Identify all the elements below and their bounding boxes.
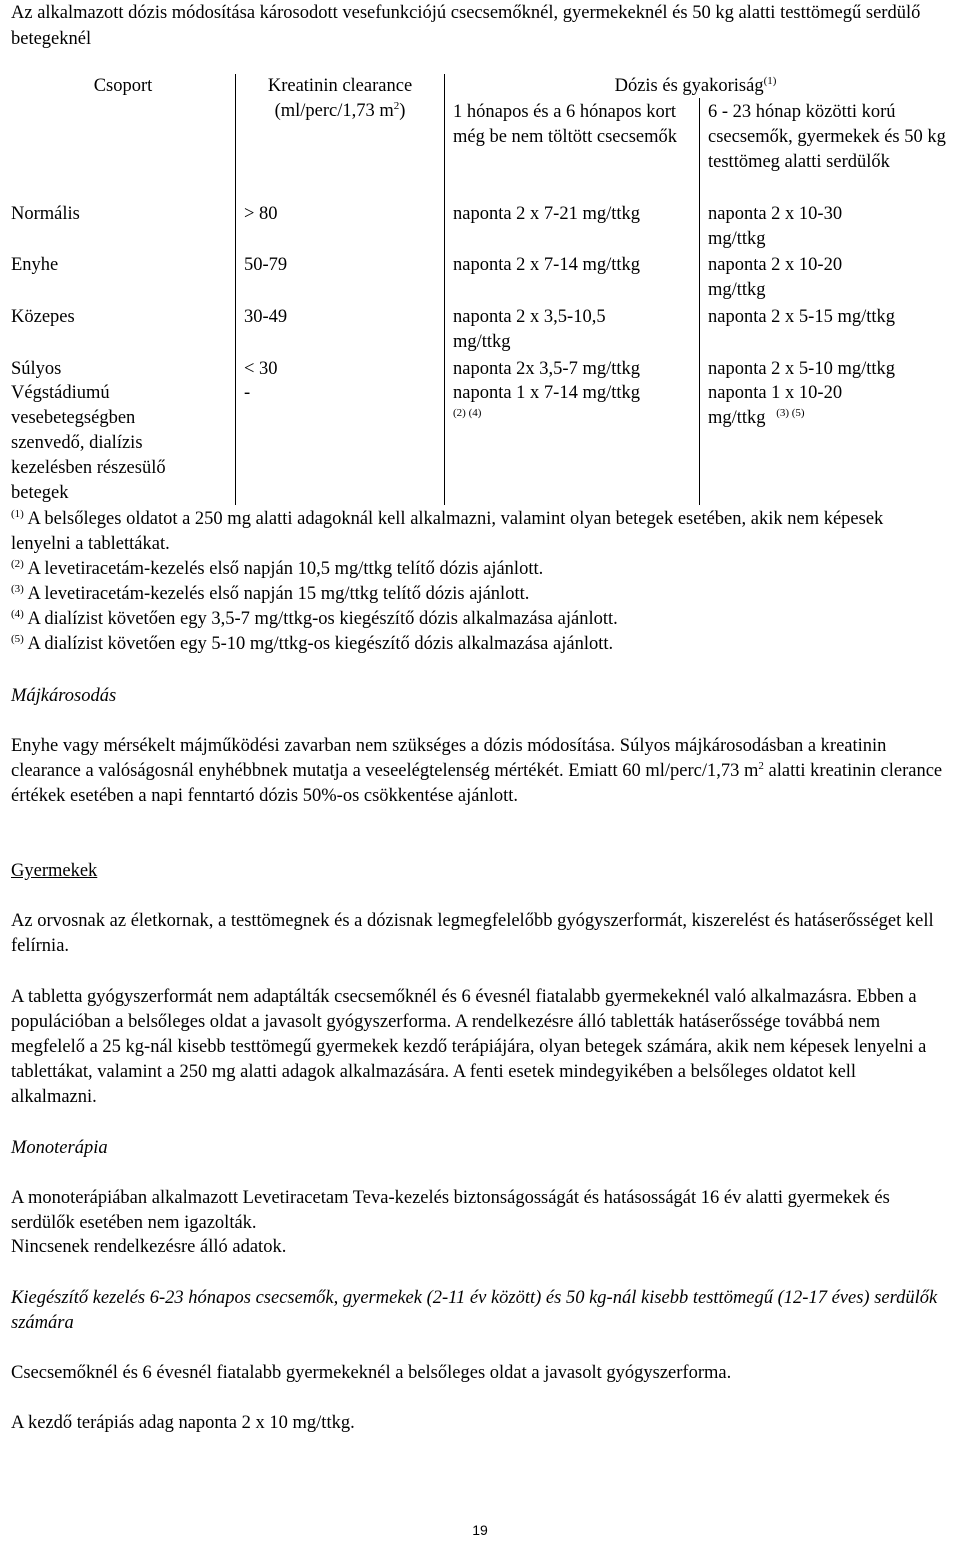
mono-p2: Nincsenek rendelkezésre álló adatok. bbox=[11, 1237, 287, 1257]
row-mild-group: Enyhe bbox=[11, 255, 59, 275]
row-esrd-infant: naponta 1 x 7-14 mg/ttkg (2) (4) bbox=[453, 383, 641, 419]
row-mild-infant: naponta 2 x 7-14 mg/ttkg bbox=[453, 255, 641, 275]
table-divider bbox=[235, 74, 236, 505]
row-severe-infant: naponta 2x 3,5-7 mg/ttkg bbox=[453, 359, 641, 379]
row-normal-crcl: > 80 bbox=[244, 204, 278, 224]
row-esrd-group: Végstádiumú vesebetegségben szenvedő, dialízis kezelésben részesülő betegek bbox=[11, 383, 166, 503]
footnote-5: $^{(5)}$ A dialízist követően egy 5-10 mg/ttkg-os kiegészítő dózis alkalmazása ajánlott. bbox=[11, 632, 614, 654]
footnote-4: $^{(4)}$ A dialízist követően egy 3,5-7 mg/ttkg-os kiegészítő dózis alkalmazása ajánlott. bbox=[11, 607, 618, 629]
row-moderate-crcl: 30-49 bbox=[244, 307, 288, 327]
row-severe-group: Súlyos bbox=[11, 359, 62, 379]
row-severe-crcl: < 30 bbox=[244, 359, 278, 379]
header-child: 6 - 23 hónap közötti korú csecsemők, gyermekek és 50 kg testtömeg alatti serdülők bbox=[708, 102, 946, 172]
footnote-2: $^{(2)}$ A levetiracetám-kezelés első napján 10,5 mg/ttkg telítő dózis ajánlott. bbox=[11, 557, 544, 579]
children-title: Gyermekek bbox=[11, 861, 98, 881]
row-moderate-infant: naponta 2 x 3,5-10,5 mg/ttkg bbox=[453, 307, 606, 352]
row-normal-child: naponta 2 x 10-30 mg/ttkg bbox=[708, 204, 843, 249]
children-p2: A tabletta gyógyszerformát nem adaptálták csecsemőknél és 6 évesnél fiatalabb gyermekeknél való alkalmazásra. Ebben a populációban a belsőleges oldat a javasolt gyógyszerforma. A rendelkezésre álló tabletták hatáserőssége továbbá nem megfelelő a 25 kg-nál kisebb testtömegű gyermekek kezdő terápiájára, olyan betegek számára, akik nem képesek lenyelni a tablettákat, valamint a 250 mg alatti adagok alkalmazására. A fenti esetek mindegyikében a belsőleges oldatot kell alkalmazni. bbox=[11, 987, 927, 1107]
header-infant: 1 hónapos és a 6 hónapos kort még be nem töltött csecsemők bbox=[453, 102, 677, 147]
mono-p1: A monoterápiában alkalmazott Levetiracetam Teva-kezelés biztonságosságát és hatásosságát 16 év alatti gyermekek és serdülők esetében nem igazolták. bbox=[11, 1188, 890, 1233]
dose-table bbox=[11, 74, 946, 505]
mono-title: Monoterápia bbox=[11, 1138, 108, 1158]
row-mild-child: naponta 2 x 10-20 mg/ttkg bbox=[708, 255, 843, 300]
liver-title: Májkárosodás bbox=[11, 686, 117, 706]
header-group: Csoport bbox=[93, 76, 153, 96]
row-esrd-crcl: - bbox=[244, 383, 251, 403]
adjunct-p2: A kezdő terápiás adag naponta 2 x 10 mg/ttkg. bbox=[11, 1413, 355, 1433]
footnote-1: $^{(1)}$ A belsőleges oldatot a 250 mg alatti adagoknál kell alkalmazni, valamint olyan betegek esetében, akik nem képesek lenyelni a tablettákat. bbox=[11, 507, 884, 554]
footnote-3: $^{(3)}$ A levetiracetám-kezelés első napján 15 mg/ttkg telítő dózis ajánlott. bbox=[11, 582, 530, 604]
row-normal-group: Normális bbox=[11, 204, 80, 224]
row-severe-child: naponta 2 x 5-10 mg/ttkg bbox=[708, 359, 896, 379]
row-moderate-child: naponta 2 x 5-15 mg/ttkg bbox=[708, 307, 896, 327]
row-moderate-group: Közepes bbox=[11, 307, 75, 327]
section-heading: Az alkalmazott dózis módosítása károsodott vesefunkciójú csecsemőknél, gyermekeknél és 50 kg alatti testtömegű serdülő betegeknél bbox=[11, 3, 921, 49]
table-divider bbox=[444, 74, 445, 505]
header-crcl: Kreatinin clearance (ml/perc/1,73 $m^2$) bbox=[267, 76, 413, 121]
adjunct-title: Kiegészítő kezelés 6-23 hónapos csecsemők, gyermekek (2-11 év között) és 50 kg-nál kisebb testtömegű (12-17 éves) serdülők számára bbox=[11, 1288, 938, 1333]
adjunct-p1: Csecsemőknél és 6 évesnél fiatalabb gyermekeknél a belsőleges oldat a javasolt gyógyszerforma. bbox=[11, 1363, 732, 1383]
table-divider bbox=[699, 98, 700, 505]
page-number: 19 bbox=[472, 1522, 488, 1538]
header-dose: Dózis és gyakoriság$^{(1)}$ bbox=[614, 74, 777, 96]
row-mild-crcl: 50-79 bbox=[244, 255, 288, 275]
liver-text: Enyhe vagy mérsékelt májműködési zavarban nem szükséges a dózis módosítása. Súlyos májkárosodásban a kreatinin clearance a valóságosnál enyhébbnek mutatja a veseelégtelenség mértékét. Emiatt 60 ml/perc/1,73 $m^2$ alatti kreatinin clerance értékek esetében a napi fenntartó dózis 50%-os csökkentése ajánlott. bbox=[11, 736, 943, 806]
row-normal-infant: naponta 2 x 7-21 mg/ttkg bbox=[453, 204, 641, 224]
children-p1: Az orvosnak az életkornak, a testtömegnek és a dózisnak legmegfelelőbb gyógyszerformát, kiszerelést és hatáserősséget kell felírnia. bbox=[11, 911, 934, 956]
row-esrd-child: naponta 1 x 10-20 mg/ttkg $^{(3) (5)}$ bbox=[708, 383, 843, 428]
